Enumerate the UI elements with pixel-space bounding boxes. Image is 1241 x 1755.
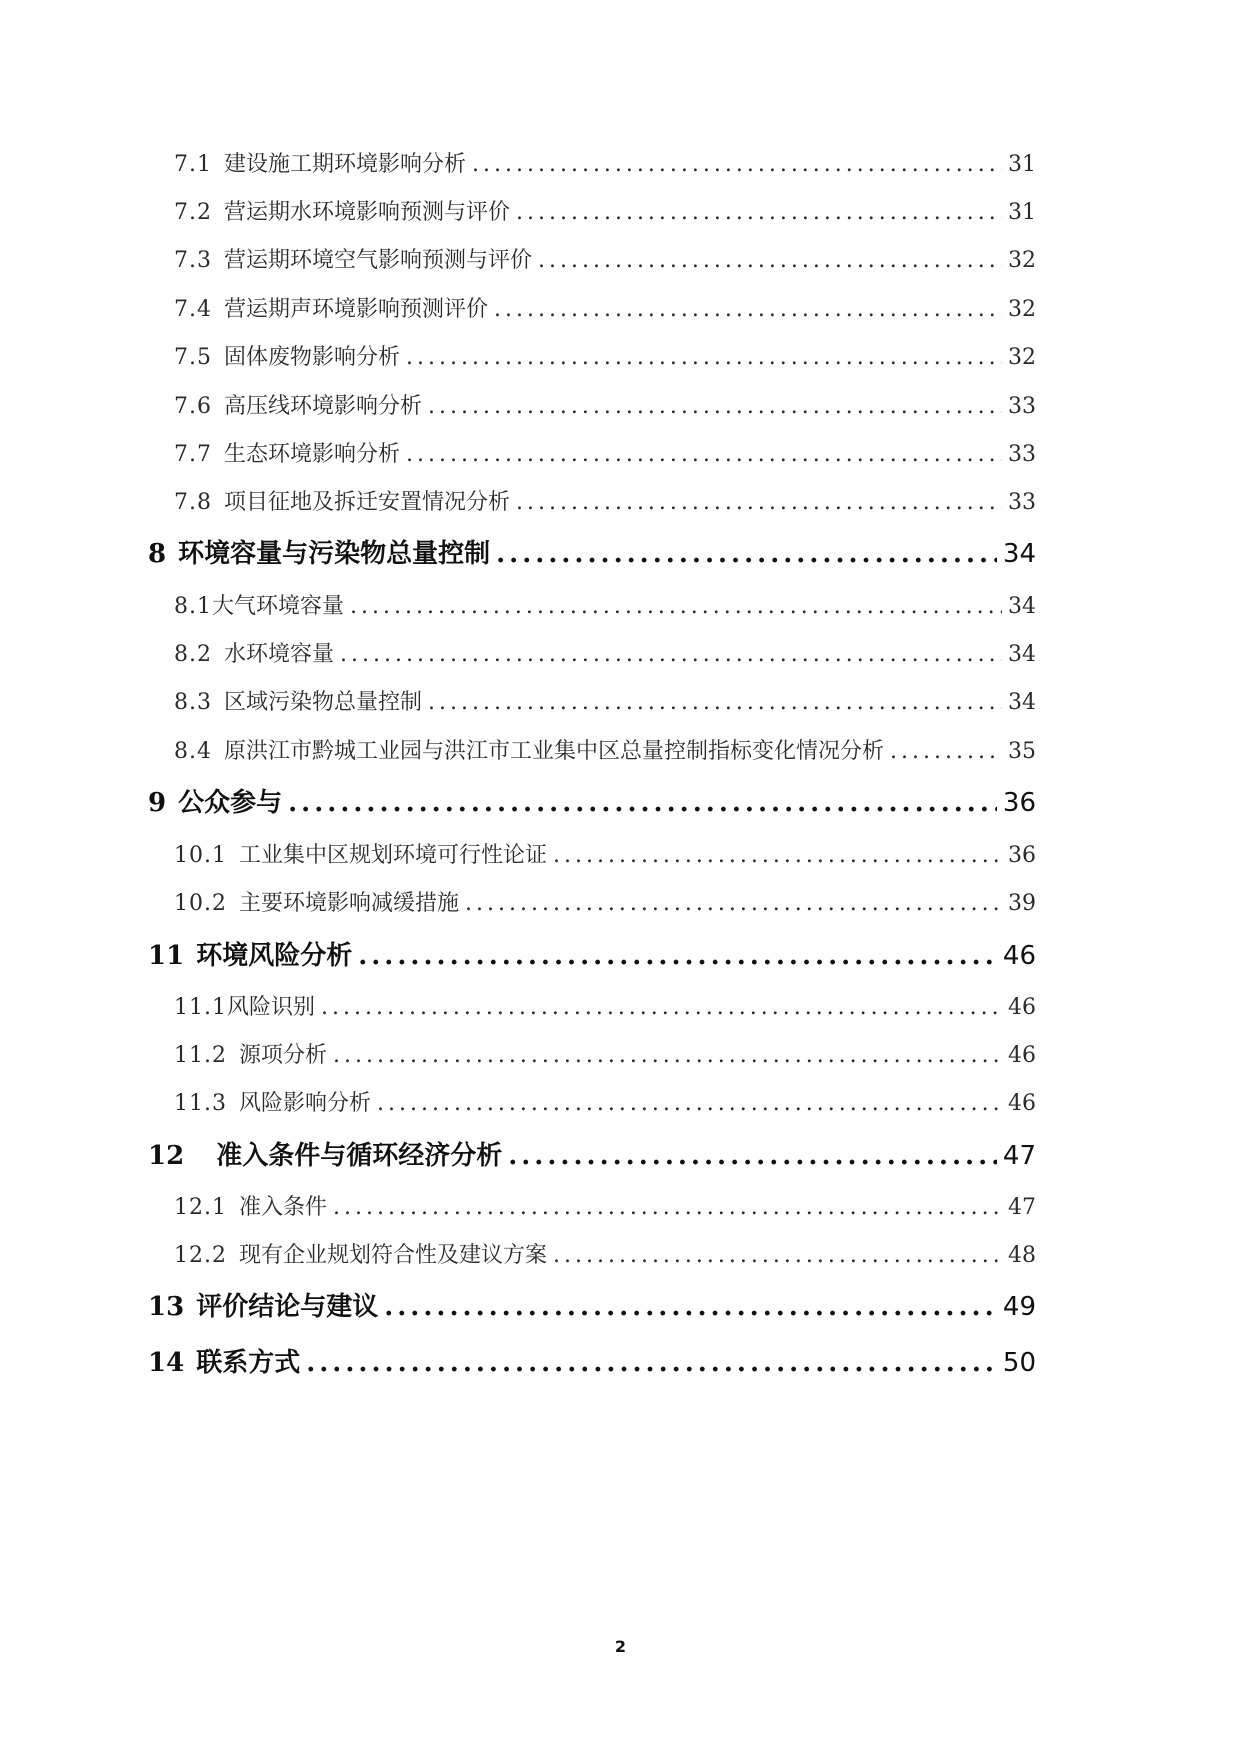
toc-entry-page: 47	[1008, 1195, 1036, 1220]
toc-chapter-title: 环境容量与污染物总量控制	[178, 539, 491, 569]
toc-dot-leader	[553, 843, 1002, 868]
toc-dot-leader	[406, 442, 1002, 467]
toc-entry-number: 7.2	[174, 200, 212, 225]
toc-dot-leader	[494, 297, 1002, 322]
toc-entry-page: 31	[1008, 152, 1036, 177]
toc-entry-title: 高压线环境影响分析	[224, 394, 423, 419]
toc-entry-7-7[interactable]	[174, 437, 1036, 468]
toc-entry-title: 原洪江市黔城工业园与洪江市工业集中区总量控制指标变化情况分析	[224, 739, 885, 764]
toc-dot-leader	[553, 1243, 1002, 1268]
toc-entry-page: 48	[1008, 1243, 1036, 1268]
toc-chapter-title: 联系方式	[196, 1348, 301, 1378]
toc-dot-leader	[350, 594, 1002, 619]
toc-entry-11-2[interactable]	[174, 1038, 1036, 1069]
toc-entry-11-1[interactable]	[174, 990, 1036, 1021]
toc-dot-leader	[306, 1348, 997, 1378]
toc-chapter-page: 47	[1002, 1141, 1036, 1171]
toc-entry-7-5[interactable]	[174, 340, 1036, 371]
toc-entry-title: 生态环境影响分析	[224, 442, 401, 467]
toc-entry-12-1[interactable]	[174, 1190, 1036, 1221]
toc-entry-8-3[interactable]	[174, 685, 1036, 716]
toc-entry-title: 工业集中区规划环境可行性论证	[238, 843, 547, 868]
toc-dot-leader	[428, 690, 1002, 715]
toc-entry-number: 8.4	[174, 739, 212, 764]
toc-entry-number: 12.1	[174, 1195, 227, 1220]
toc-entry-8-1[interactable]	[174, 589, 1036, 620]
toc-chapter-number: 13	[148, 1292, 185, 1322]
toc-dot-leader	[472, 152, 1002, 177]
toc-entry-7-8[interactable]	[174, 485, 1036, 516]
toc-entry-8-4[interactable]	[174, 734, 1036, 765]
toc-entry-title: 主要环境影响减缓措施	[238, 891, 459, 916]
toc-entry-page: 46	[1008, 995, 1036, 1020]
toc-entry-7-2[interactable]	[174, 195, 1036, 226]
toc-entry-number: 7.3	[174, 248, 212, 273]
toc-chapter-page: 36	[1002, 788, 1036, 818]
page-number: 2	[614, 1637, 627, 1656]
toc-entry-page: 32	[1008, 248, 1036, 273]
toc-entry-8-2[interactable]	[174, 637, 1036, 668]
toc-dot-leader	[516, 490, 1002, 515]
toc-chapter-number: 12	[148, 1141, 185, 1171]
toc-entry-page: 46	[1008, 1043, 1036, 1068]
toc-entry-number: 12.2	[174, 1243, 227, 1268]
toc-dot-leader	[333, 1043, 1002, 1068]
toc-entry-title: 风险影响分析	[238, 1091, 371, 1116]
toc-chapter-11[interactable]	[148, 935, 1036, 972]
toc-dot-leader	[358, 941, 997, 971]
toc-entry-page: 32	[1008, 297, 1036, 322]
toc-chapter-title: 公众参与	[178, 788, 283, 818]
toc-dot-leader	[508, 1141, 997, 1171]
toc-entry-12-2[interactable]	[174, 1238, 1036, 1269]
toc-entry-title: 区域污染物总量控制	[224, 690, 423, 715]
toc-chapter-number: 8	[148, 539, 167, 569]
toc-entry-page: 32	[1008, 345, 1036, 370]
toc-entry-number: 11.2	[174, 1043, 227, 1068]
toc-entry-11-3[interactable]	[174, 1086, 1036, 1117]
toc-chapter-12[interactable]	[148, 1135, 1036, 1172]
toc-entry-page: 35	[1008, 739, 1036, 764]
toc-dot-leader	[465, 891, 1002, 916]
toc-entry-title: 准入条件	[238, 1195, 327, 1220]
toc-entry-title: 风险识别	[226, 995, 315, 1020]
toc-entry-number: 10.1	[174, 843, 227, 868]
toc-entry-number: 11.3	[174, 1091, 227, 1116]
toc-chapter-page: 46	[1002, 941, 1036, 971]
toc-entry-page: 39	[1008, 891, 1036, 916]
toc-dot-leader	[496, 539, 997, 569]
toc-entry-title: 水环境容量	[224, 642, 335, 667]
toc-entry-7-3[interactable]	[174, 243, 1036, 274]
toc-entry-number: 8.1	[174, 594, 212, 619]
toc-chapter-number: 14	[148, 1348, 185, 1378]
toc-entry-number: 11.1	[174, 995, 227, 1020]
toc-chapter-page: 34	[1002, 539, 1036, 569]
toc-entry-7-6[interactable]	[174, 389, 1036, 420]
toc-entry-number: 7.1	[174, 152, 212, 177]
toc-entry-title: 建设施工期环境影响分析	[224, 152, 467, 177]
toc-entry-page: 34	[1008, 642, 1036, 667]
toc-dot-leader	[333, 1195, 1002, 1220]
toc-entry-page: 33	[1008, 490, 1036, 515]
toc-dot-leader	[340, 642, 1002, 667]
toc-chapter-number: 11	[148, 941, 185, 971]
toc-entry-page: 33	[1008, 442, 1036, 467]
toc-entry-7-4[interactable]	[174, 292, 1036, 323]
toc-entry-number: 7.8	[174, 490, 212, 515]
toc-entry-number: 7.6	[174, 394, 212, 419]
toc-entry-title: 营运期声环境影响预测评价	[224, 297, 489, 322]
toc-entry-page: 33	[1008, 394, 1036, 419]
toc-entry-title: 营运期水环境影响预测与评价	[224, 200, 511, 225]
toc-chapter-title: 环境风险分析	[196, 941, 353, 971]
toc-entry-number: 10.2	[174, 891, 227, 916]
toc-entry-title: 大气环境容量	[212, 594, 345, 619]
toc-chapter-13[interactable]	[148, 1286, 1036, 1323]
toc-chapter-title: 准入条件与循环经济分析	[216, 1141, 503, 1171]
toc-entry-number: 7.4	[174, 297, 212, 322]
toc-entry-title: 现有企业规划符合性及建议方案	[238, 1243, 547, 1268]
toc-entry-10-2[interactable]	[174, 886, 1036, 917]
toc-chapter-page: 50	[1002, 1348, 1036, 1378]
toc-entry-number: 8.3	[174, 690, 212, 715]
toc-entry-number: 7.5	[174, 345, 212, 370]
toc-entry-title: 源项分析	[238, 1043, 327, 1068]
toc-dot-leader	[377, 1091, 1002, 1116]
toc-entry-title: 营运期环境空气影响预测与评价	[224, 248, 533, 273]
toc-dot-leader	[538, 248, 1002, 273]
toc-chapter-page: 49	[1002, 1292, 1036, 1322]
toc-dot-leader	[384, 1292, 997, 1322]
toc-dot-leader	[288, 788, 997, 818]
toc-entry-7-1[interactable]	[174, 147, 1036, 178]
toc-entry-page: 46	[1008, 1091, 1036, 1116]
toc-chapter-9[interactable]	[148, 782, 1036, 819]
toc-entry-title: 固体废物影响分析	[224, 345, 401, 370]
toc-dot-leader	[890, 739, 1002, 764]
toc-chapter-8[interactable]	[148, 533, 1036, 570]
toc-chapter-title: 评价结论与建议	[196, 1292, 379, 1322]
toc-entry-page: 34	[1008, 594, 1036, 619]
toc-chapter-number: 9	[148, 788, 167, 818]
toc-dot-leader	[406, 345, 1002, 370]
toc-entry-page: 31	[1008, 200, 1036, 225]
toc-chapter-14[interactable]	[148, 1342, 1036, 1379]
toc-entry-number: 7.7	[174, 442, 212, 467]
toc-entry-number: 8.2	[174, 642, 212, 667]
toc-entry-10-1[interactable]	[174, 838, 1036, 869]
toc-dot-leader	[428, 394, 1002, 419]
toc-dot-leader	[321, 995, 1002, 1020]
toc-entry-page: 34	[1008, 690, 1036, 715]
toc-dot-leader	[516, 200, 1002, 225]
toc-entry-title: 项目征地及拆迁安置情况分析	[224, 490, 511, 515]
toc-entry-page: 36	[1008, 843, 1036, 868]
